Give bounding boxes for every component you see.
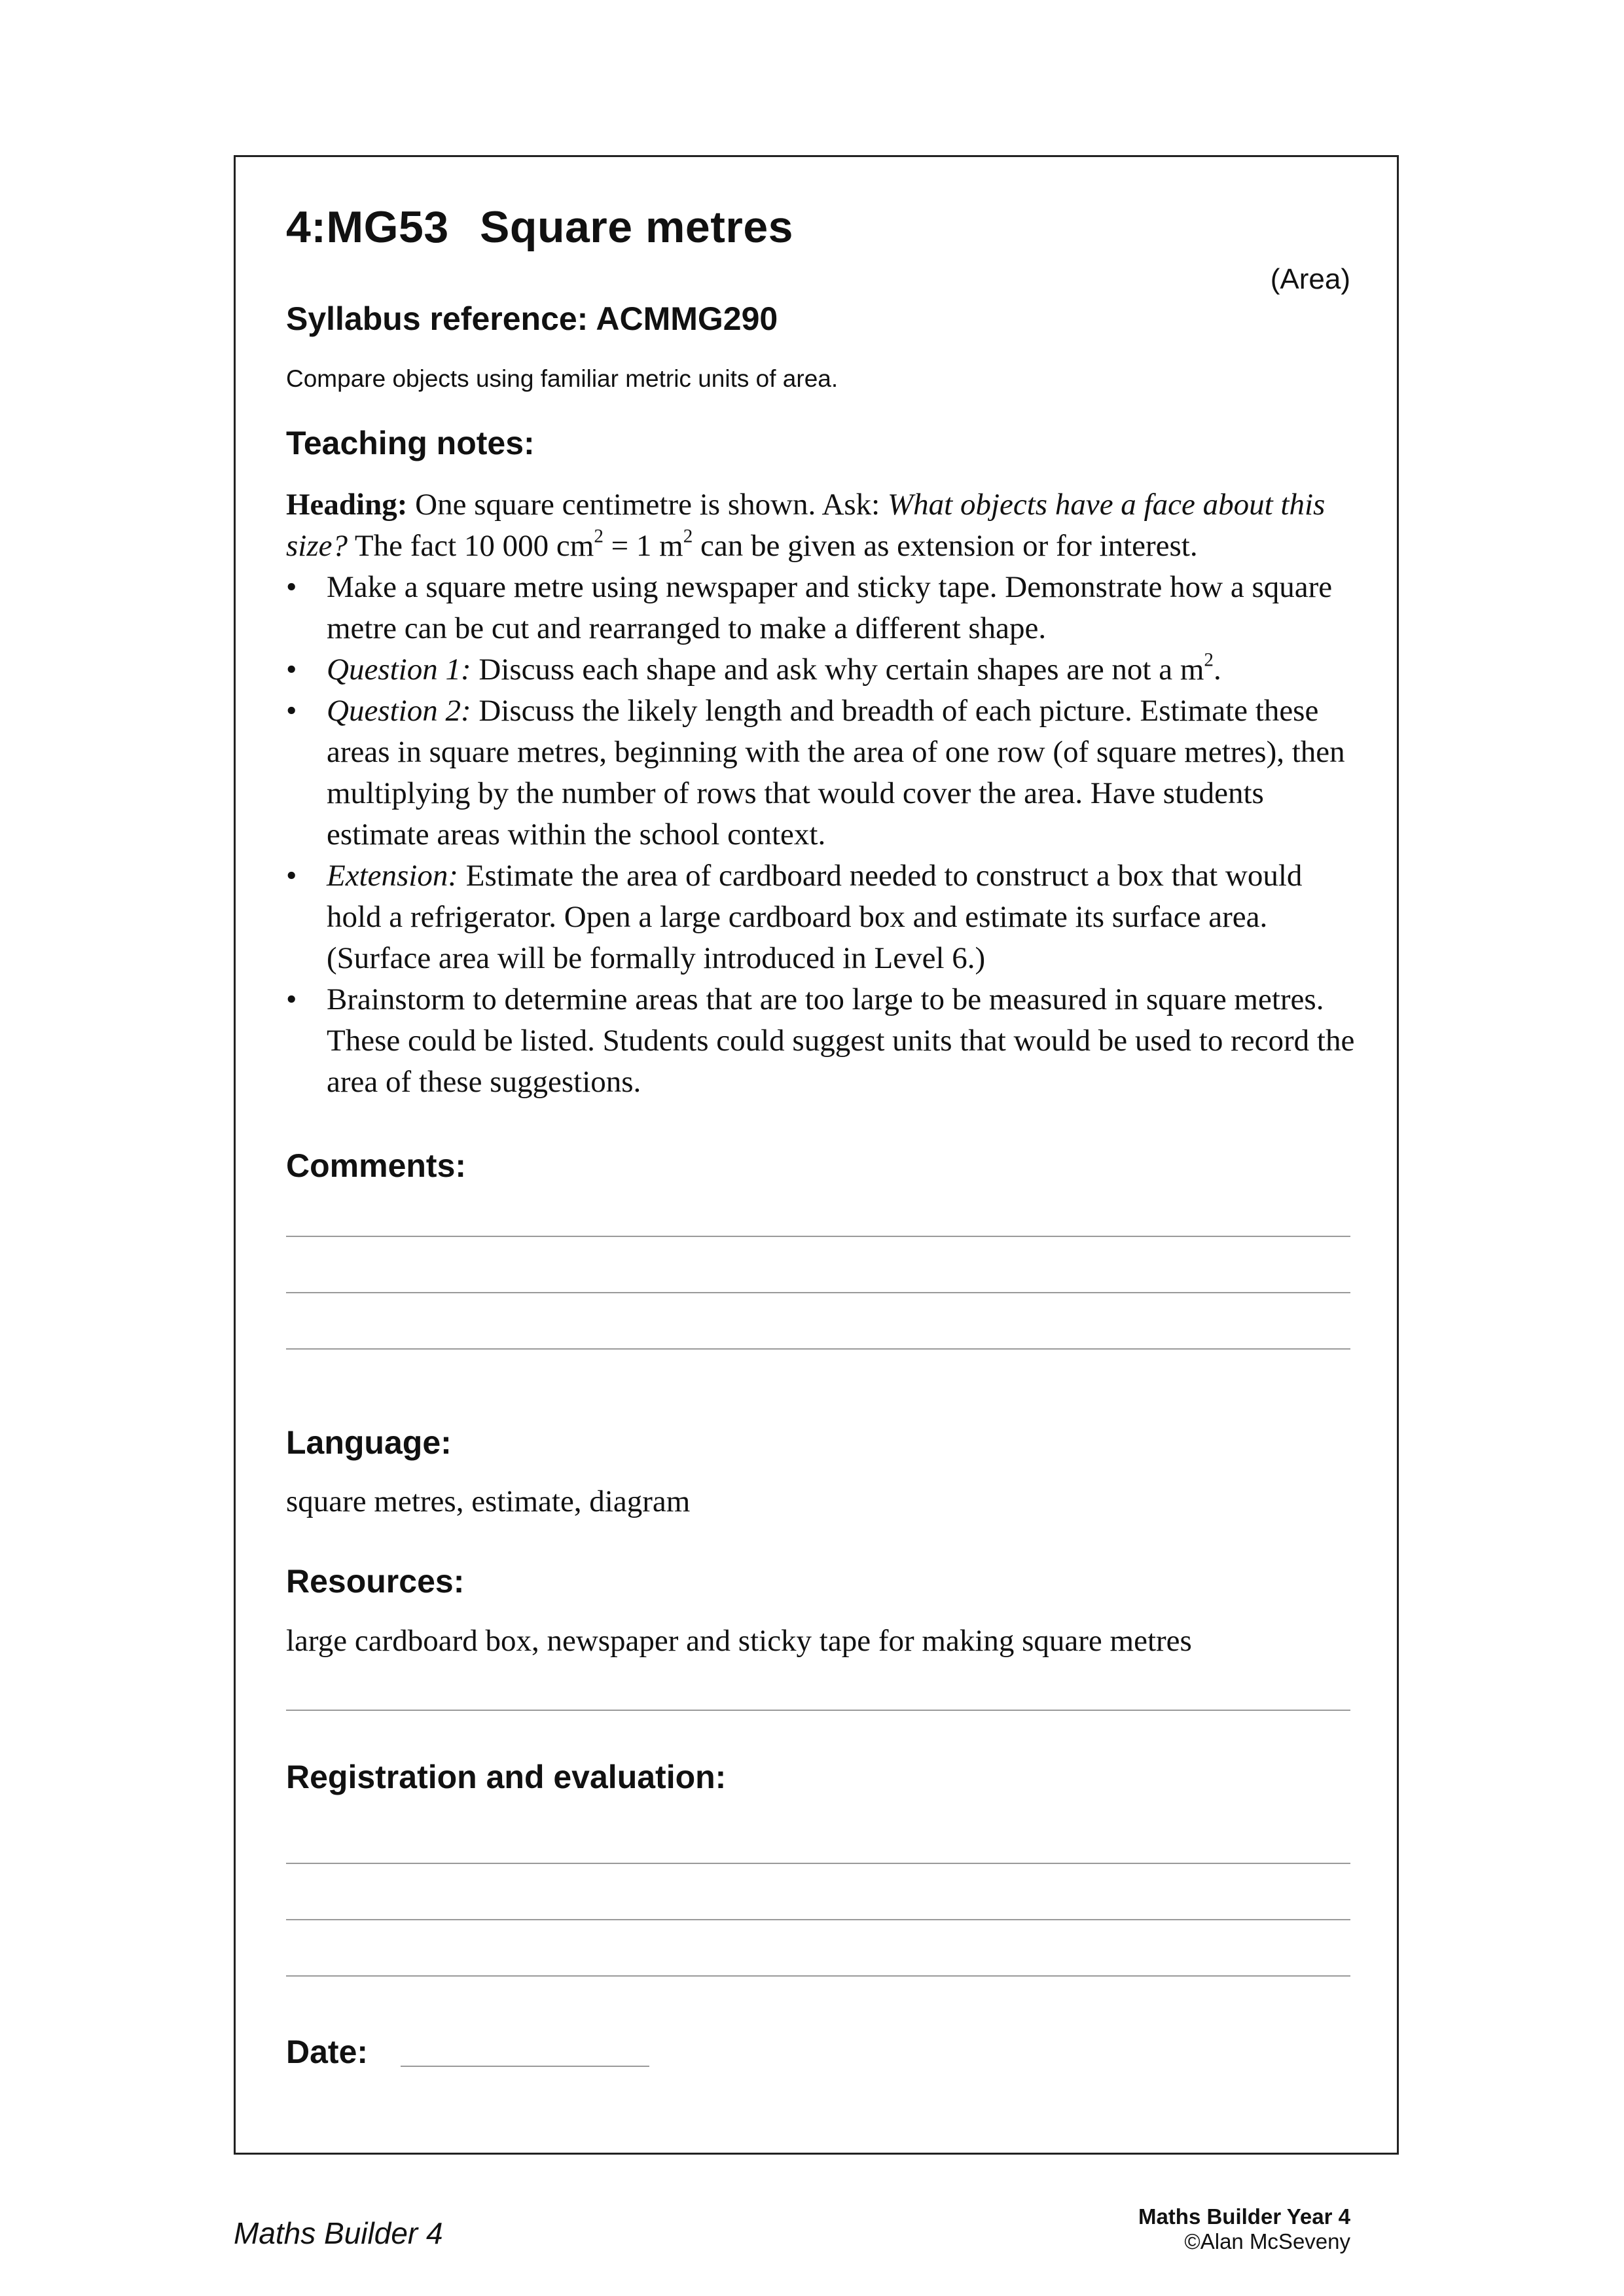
registration-heading: Registration and evaluation:	[286, 1759, 727, 1795]
teaching-notes-list	[286, 567, 1360, 1103]
registration-line[interactable]	[286, 1863, 1350, 1864]
list-item: • Brainstorm to determine areas that are too large to be measured in square metres. These could be listed. Students could suggest units that would be used to record the area of these suggestions.	[286, 979, 1360, 1103]
footer-book-title: Maths Builder 4	[234, 2216, 443, 2250]
resources-line[interactable]	[286, 1710, 1350, 1711]
superscript-two: 2	[683, 526, 693, 547]
heading-note-fact: The fact 10 000 cm	[348, 529, 594, 563]
question-1-label: Question 1:	[327, 653, 471, 687]
extension-label: Extension:	[327, 859, 458, 893]
superscript-two: 2	[1204, 649, 1214, 671]
language-text: square metres, estimate, diagram	[286, 1484, 691, 1518]
heading-note-label: Heading:	[286, 488, 408, 522]
question-2-text: Discuss the likely length and breadth of each picture. Estimate these areas in square metres, beginning with the area of one row (of square metres), then multiplying by the number of rows that would cover the area. Have students estimate areas within the school context.	[327, 694, 1345, 852]
footer-series-title: Maths Builder Year 4	[1138, 2204, 1350, 2229]
heading-note	[286, 484, 1360, 567]
footer-copyright: ©Alan McSeveny	[1184, 2229, 1350, 2253]
heading-note-tail: can be given as extension or for interest.	[693, 529, 1198, 563]
teaching-notes-heading: Teaching notes:	[286, 425, 535, 461]
list-item	[286, 649, 1360, 691]
heading-note-text: One square centimetre is shown. Ask:	[407, 488, 888, 522]
superscript-two: 2	[594, 526, 604, 547]
comments-heading: Comments:	[286, 1147, 467, 1184]
question-1-end: .	[1213, 653, 1221, 687]
title-code: 4:MG53	[286, 202, 449, 252]
comments-line[interactable]	[286, 1348, 1350, 1350]
footer-credit	[1138, 2204, 1350, 2254]
topic-label: (Area)	[1270, 263, 1350, 295]
page-title	[286, 202, 793, 253]
teaching-notes-body	[286, 484, 1360, 1103]
list-item	[286, 691, 1360, 855]
title-name: Square metres	[480, 202, 793, 252]
date-field[interactable]	[401, 2066, 649, 2067]
language-heading: Language:	[286, 1424, 452, 1461]
list-item: • Make a square metre using newspaper and sticky tape. Demonstrate how a square metre can be cut and rearranged to make a different shape.	[286, 567, 1360, 649]
resources-text: large cardboard box, newspaper and sticky tape for making square metres	[286, 1624, 1192, 1658]
date-label: Date:	[286, 2034, 369, 2070]
question-2-label: Question 2:	[327, 694, 471, 728]
extension-text: Estimate the area of cardboard needed to construct a box that would hold a refrigerator. Open a large cardboard box and estimate its surface area. (Surface area will be formally introduced in Level 6.)	[327, 859, 1303, 975]
comments-line[interactable]	[286, 1292, 1350, 1293]
question-1-text: Discuss each shape and ask why certain shapes are not a m	[471, 653, 1204, 687]
resources-heading: Resources:	[286, 1563, 465, 1600]
syllabus-description: Compare objects using familiar metric units of area.	[286, 365, 839, 392]
registration-line[interactable]	[286, 1919, 1350, 1920]
list-item	[286, 855, 1360, 979]
registration-line[interactable]	[286, 1975, 1350, 1977]
heading-note-fact-equals: = 1 m	[603, 529, 683, 563]
heading-note-question: What objects have a face about this size?	[286, 488, 1326, 563]
comments-line[interactable]	[286, 1236, 1350, 1237]
syllabus-reference: Syllabus reference: ACMMG290	[286, 300, 778, 337]
